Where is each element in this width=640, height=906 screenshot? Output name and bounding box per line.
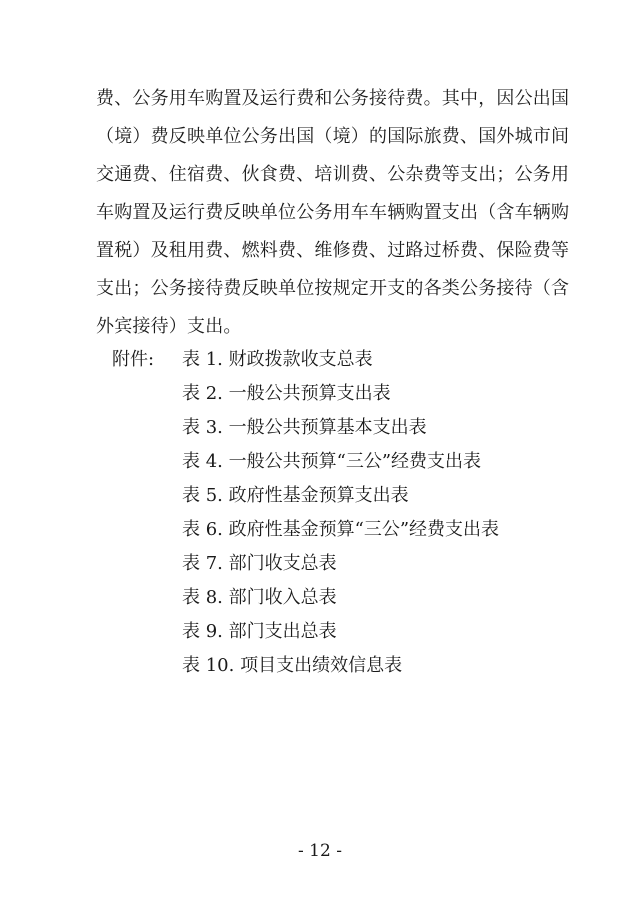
list-item: [112, 445, 552, 479]
attachments-list: [112, 343, 552, 683]
paragraph-line: 置税）及租用费、燃料费、维修费、过路过桥费、保险费等: [96, 240, 570, 261]
body-paragraph: [96, 80, 570, 346]
paragraph-line: 费、公务用车购置及运行费和公务接待费。其中，因公出国: [96, 88, 570, 109]
attachments-label: 附件:: [112, 349, 155, 370]
attachment-item: 表 10. 项目支出绩效信息表: [182, 655, 403, 676]
list-item: [112, 649, 552, 683]
attachment-item: 表 5. 政府性基金预算支出表: [182, 485, 409, 506]
list-item: [112, 411, 552, 445]
list-item: [112, 615, 552, 649]
attachment-item: 表 2. 一般公共预算支出表: [182, 383, 391, 404]
list-item: [112, 377, 552, 411]
attachment-item: 表 7. 部门收支总表: [182, 553, 337, 574]
attachment-item: 表 1. 财政拨款收支总表: [182, 349, 373, 370]
paragraph-line: 车购置及运行费反映单位公务用车车辆购置支出（含车辆购: [96, 202, 570, 223]
list-item: [112, 581, 552, 615]
attachment-item: 表 3. 一般公共预算基本支出表: [182, 417, 427, 438]
list-item: [112, 547, 552, 581]
attachment-item: 表 4. 一般公共预算“三公”经费支出表: [182, 451, 482, 472]
paragraph-line: 交通费、住宿费、伙食费、培训费、公杂费等支出；公务用: [96, 164, 570, 185]
list-item: [112, 479, 552, 513]
attachment-item: 表 6. 政府性基金预算“三公”经费支出表: [182, 519, 500, 540]
attachment-item: 表 8. 部门收入总表: [182, 587, 337, 608]
paragraph-line: 外宾接待）支出。: [96, 316, 242, 337]
list-item: [112, 513, 552, 547]
attachment-item: 表 9. 部门支出总表: [182, 621, 337, 642]
page-number: - 12 -: [298, 841, 342, 861]
paragraph-line: （境）费反映单位公务出国（境）的国际旅费、国外城市间: [96, 126, 570, 147]
paragraph-line: 支出；公务接待费反映单位按规定开支的各类公务接待（含: [96, 278, 570, 299]
list-item: [112, 343, 552, 377]
